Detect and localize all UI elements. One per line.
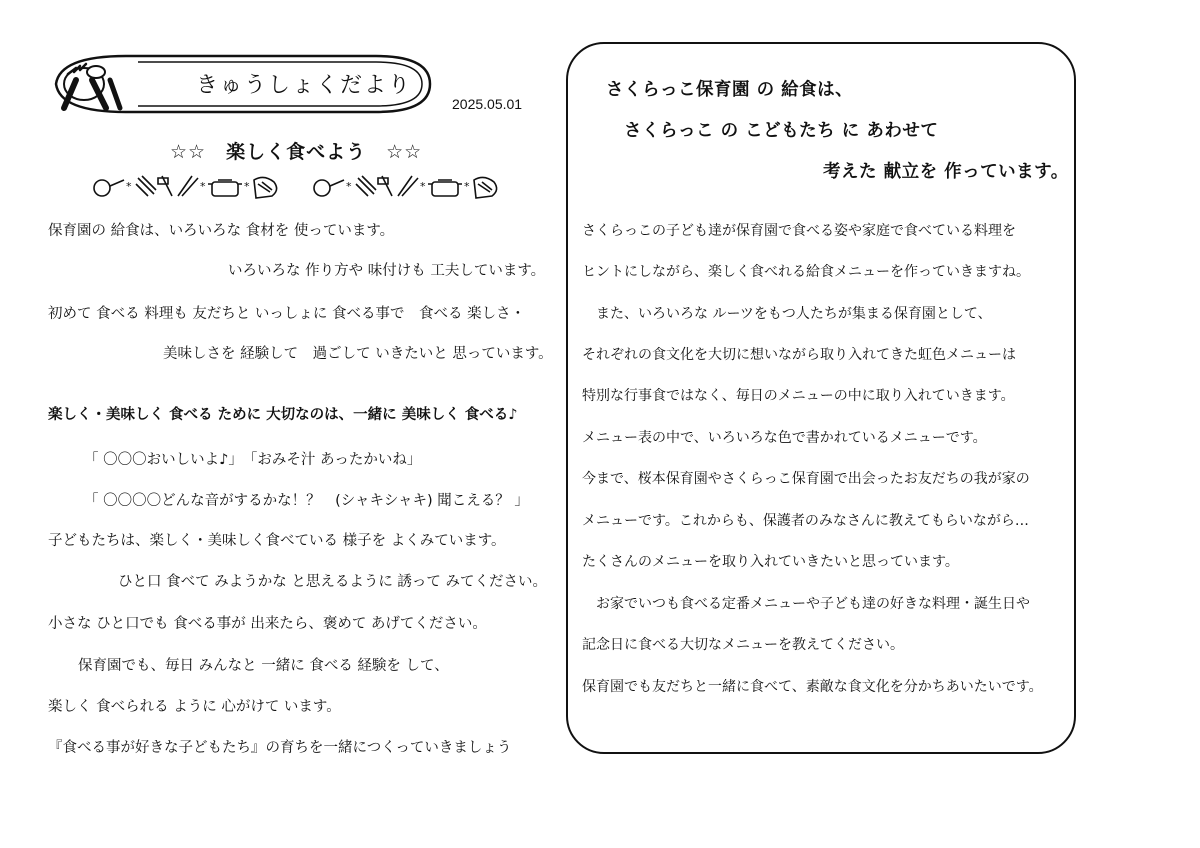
svg-text:*: *	[126, 180, 132, 193]
right-line-4: それぞれの食文化を大切に想いながら取り入れてきた虹色メニューは	[582, 347, 1016, 363]
left-line-4: 美味しさを 経験して 過ごして いきたいと 思っています。	[163, 346, 553, 362]
page-subtitle: ☆☆ 楽しく食べよう ☆☆	[170, 141, 423, 163]
pot-icon	[208, 180, 242, 196]
left-line-1: 保育園の 給食は、いろいろな 食材を 使っています。	[48, 223, 395, 239]
right-line-7: 今まで、桜本保育園やさくらっこ保育園で出会ったお友だちの我が家の	[582, 471, 1030, 487]
svg-text:*: *	[464, 180, 470, 193]
left-line-7: 「 〇〇〇〇どんな音がするかな！？ (シャキシャキ) 聞こえる？ 」	[84, 493, 529, 509]
right-line-8: メニューです。これからも、保護者のみなさんに教えてもらいながら…	[582, 513, 1029, 529]
spatula-icon	[158, 176, 172, 196]
right-line-3: また、いろいろな ルーツをもつ人たちが集まる保育園として、	[582, 306, 992, 322]
title-banner	[46, 50, 436, 118]
right-heading-3: 考えた 献立を 作っています。	[823, 162, 1069, 182]
left-line-13: 『食べる事が好きな子どもたち』の育ちを一緒につくっていきましょう	[48, 740, 512, 756]
right-line-9: たくさんのメニューを取り入れていきたいと思っています。	[582, 554, 959, 570]
right-line-11: 記念日に食べる大切なメニューを教えてください。	[582, 637, 904, 653]
mitten-icon	[254, 177, 277, 198]
left-line-8: 子どもたちは、楽しく・美味しく食べている 様子を よくみています。	[48, 533, 506, 549]
svg-text:*: *	[346, 180, 352, 193]
left-line-5: 楽しく・美味しく 食べる ために 大切なのは、一緒に 美味しく 食べる♪	[48, 407, 518, 423]
frying-pan-icon	[94, 180, 124, 196]
svg-text:*: *	[200, 180, 206, 193]
right-heading-1: さくらっこ保育園 の 給食は、	[606, 80, 854, 100]
issue-date: 2025.05.01	[452, 96, 523, 112]
left-line-12: 楽しく 食べられる ように 心がけて います。	[48, 699, 341, 715]
right-line-6: メニュー表の中で、いろいろな色で書かれているメニューです。	[582, 430, 987, 446]
banner-title: きゅうしょくだより	[196, 73, 413, 98]
right-line-10: お家でいつも食べる定番メニューや子ども達の好きな料理・誕生日や	[582, 596, 1030, 612]
left-line-3: 初めて 食べる 料理も 友だちと いっしょに 食べる事で 食べる 楽しさ・	[48, 306, 526, 322]
svg-text:*: *	[420, 180, 426, 193]
right-line-12: 保育園でも友だちと一緒に食べて、素敵な食文化を分かちあいたいです。	[582, 679, 1043, 695]
left-line-11: 保育園でも、毎日 みんなと 一緒に 食べる 経験を して、	[78, 658, 449, 674]
svg-text:*: *	[244, 180, 250, 193]
left-line-10: 小さな ひと口でも 食べる事が 出来たら、褒めて あげてください。	[48, 616, 487, 632]
cooking-tools-border	[88, 172, 528, 200]
right-line-5: 特別な行事食ではなく、毎日のメニューの中に取り入れていきます。	[582, 388, 1015, 404]
right-heading-2: さくらっこ の こどもたち に あわせて	[624, 121, 939, 141]
fork-spoon-icon	[64, 64, 120, 108]
right-line-1: さくらっこの子ども達が保育園で食べる姿や家庭で食べている料理を	[582, 223, 1016, 239]
left-line-9: ひと口 食べて みようかな と思えるように 誘って みてください。	[118, 574, 548, 590]
left-line-2: いろいろな 作り方や 味付けも 工夫しています。	[228, 263, 546, 279]
whisk-icon	[136, 176, 156, 196]
left-line-6: 「 〇〇〇おいしいよ♪」 「おみそ汁 あったかいね」	[84, 452, 422, 468]
right-line-2: ヒントにしながら、楽しく食べれる給食メニューを作っていきますね。	[582, 264, 1030, 280]
chopsticks-icon	[178, 176, 198, 196]
